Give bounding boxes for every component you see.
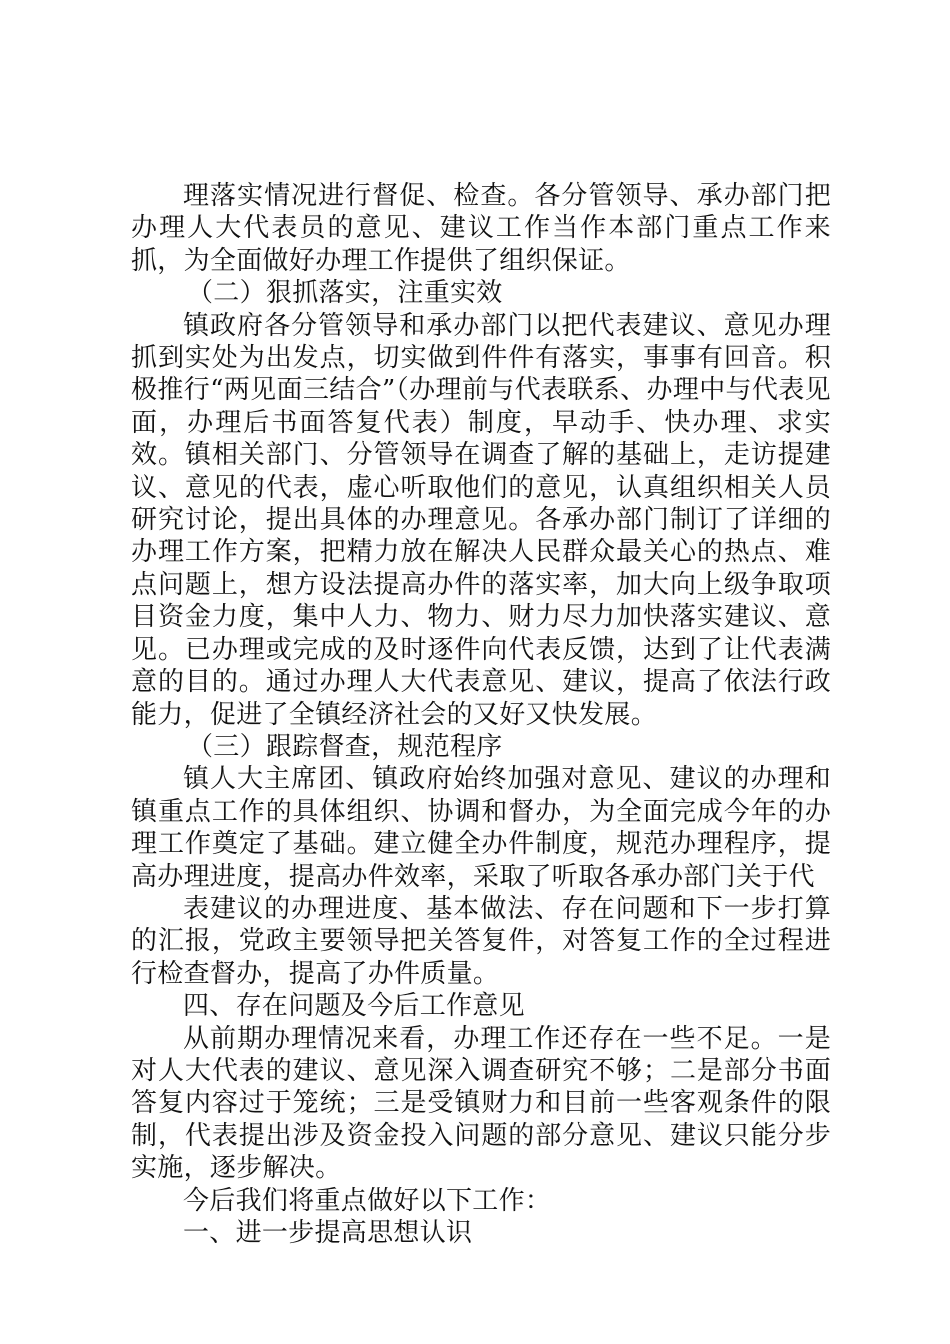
section-heading-4: 四、存在问题及今后工作意见 <box>183 991 525 1022</box>
paragraph-implementation: 镇政府各分管领导和承办部门以把代表建议、意见办理抓到实处为出发点，切实做到件件有落实，事事有回音。积极推行“两见面三结合”（办理前与代表联系、办理中与代表见面，办理后书面答复代表）制度，早动手、快办理、求实效。镇相关部门、分管领导在调查了解的基础上，走访提建议、意见的代表，虚心听取他们的意见，认真组织相关人员研究讨论，提出具体的办理意见。各承办部门制订了详细的办理工作方案，把精力放在解决人民群众最关心的热点、难点问题上，想方设法提高办件的落实率，加大向上级争取项目资金力度，集中人力、物力、财力尽力加快落实建议、意见。已办理或完成的及时逐件向代表反馈，达到了让代表满意的目的。通过办理人大代表意见、建议，提高了依法行政能力，促进了全镇经济社会的又好又快发展。 <box>131 310 831 730</box>
section-heading-3: （三）跟踪督查，规范程序 <box>187 731 503 762</box>
paragraph-problems: 从前期办理情况来看，办理工作还存在一些不足。一是对人大代表的建议、意见深入调查研究不够；二是部分书面答复内容过于笼统；三是受镇财力和目前一些客观条件的限制，代表提出涉及资金投入问题的部分意见、建议只能分步实施，逐步解决。 <box>131 1023 831 1184</box>
paragraph-supervision-continued: 理落实情况进行督促、检查。各分管领导、承办部门把办理人大代表员的意见、建议工作当作本部门重点工作来抓，为全面做好办理工作提供了组织保证。 <box>131 181 831 276</box>
section-heading-2: （二）狠抓落实，注重实效 <box>187 278 503 309</box>
subsection-heading-1: 一、进一步提高思想认识 <box>183 1218 473 1248</box>
document-body <box>131 180 831 1249</box>
paragraph-tracking: 镇人大主席团、镇政府始终加强对意见、建议的办理和镇重点工作的具体组织、协调和督办，为全面完成今年的办理工作奠定了基础。建立健全办件制度，规范办理程序，提高办理进度，提高办件效率，采取了听取各承办部门关于代 <box>131 764 831 892</box>
paragraph-tracking-continued: 表建议的办理进度、基本做法、存在问题和下一步打算的汇报，党政主要领导把关答复件，对答复工作的全过程进行检查督办，提高了办件质量。 <box>131 893 831 989</box>
paragraph-future-work-intro: 今后我们将重点做好以下工作： <box>183 1185 552 1216</box>
